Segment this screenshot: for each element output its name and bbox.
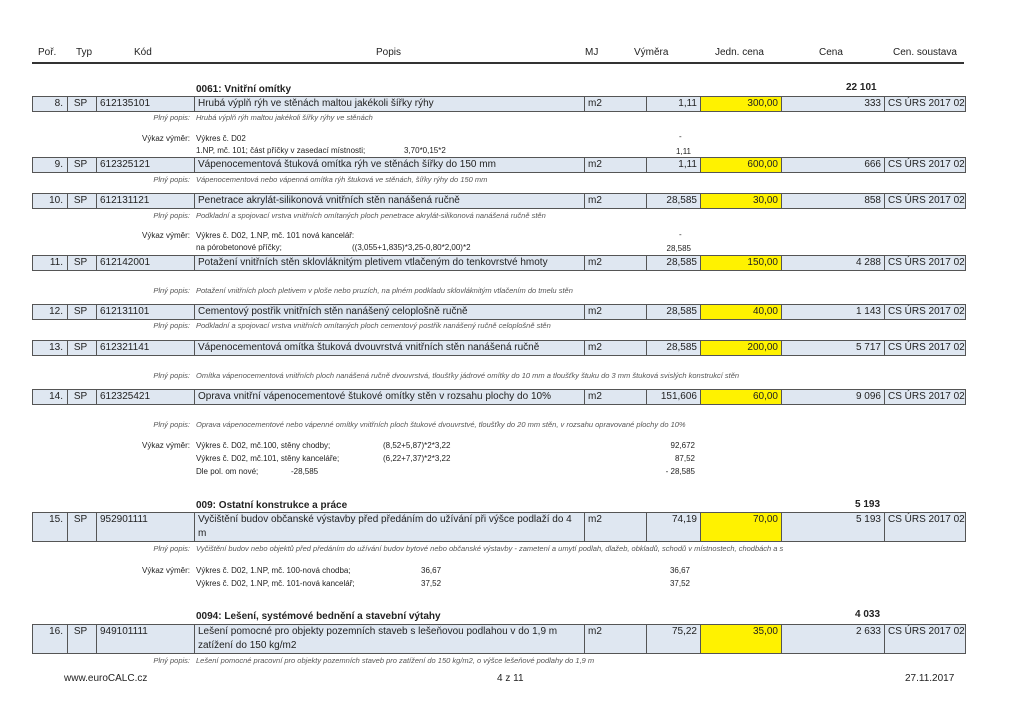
item-number: 12.: [49, 306, 63, 317]
measurement-line: 1.NP, mč. 101; část příčky v zasedací místnosti;: [196, 146, 366, 155]
section-title: 0094: Lešení, systémové bednění a stavební výtahy: [196, 611, 441, 622]
item-type: SP: [67, 513, 93, 541]
measurement-value: 37,52: [669, 579, 690, 588]
full-description: Vyčištění budov nebo objektů před předáním do užívání budov bytové nebo občanské výstavby - zametení a umytí podlah, dlažeb, obkladů, schodů v místnostech, chodbách a s: [196, 544, 784, 553]
item-code: 612135101: [96, 97, 194, 111]
item-price: 5 193: [781, 513, 885, 541]
item-description-line: Vyčištění budov občanské výstavby před předáním do užívání při výšce podlaží do 4: [198, 514, 572, 525]
item-price-system: CS ÚRS 2017 02: [884, 194, 965, 208]
item-price: 333: [781, 97, 885, 111]
measurement-formula: (6,22+7,37)*2*3,22: [383, 454, 451, 463]
item-unit: m2: [584, 513, 646, 541]
item-description: Oprava vnitřní vápenocementové štukové omítky stěn v rozsahu plochy do 10%: [194, 390, 588, 404]
section-title: 009: Ostatní konstrukce a práce: [196, 500, 348, 511]
item-code: 612131101: [96, 305, 194, 319]
item-price-system: CS ÚRS 2017 02: [884, 305, 965, 319]
item-price-system: CS ÚRS 2017 02: [884, 625, 965, 653]
measurement-value: 1,11: [676, 147, 691, 156]
item-number: 15.: [49, 514, 63, 525]
col-header-cen-soustava: Cen. soustava: [893, 47, 957, 58]
table-row: [32, 255, 966, 271]
item-code: 952901111: [96, 513, 194, 541]
measurement-formula: -28,585: [291, 467, 319, 476]
item-price-system: CS ÚRS 2017 02: [884, 513, 965, 541]
full-description-label: Plný popis:: [153, 420, 190, 429]
measurement-line: Výkres č. D02, mč.100, stěny chodby;: [196, 441, 331, 450]
item-unit-price: 35,00: [700, 625, 782, 653]
measurement-dash: -: [679, 132, 682, 141]
item-unit: m2: [584, 341, 646, 355]
table-row: [32, 512, 966, 542]
item-type: SP: [67, 256, 93, 270]
measurement-value: 92,672: [670, 441, 695, 450]
measurement-formula: ((3,055+1,835)*3,25-0,80*2,00)*2: [352, 243, 471, 252]
footer-page-number: 4 z 11: [497, 673, 524, 684]
item-number: 13.: [49, 342, 63, 353]
item-description: Cementový postřik vnitřních stěn nanášený celoplošně ručně: [194, 305, 588, 319]
item-code: 612131121: [96, 194, 194, 208]
measurement-line: Dle pol. om nové;: [196, 467, 259, 476]
col-header-mj: MJ: [585, 47, 599, 58]
measurement-value: 87,52: [674, 454, 695, 463]
item-price: 1 143: [781, 305, 885, 319]
col-header-typ: Typ: [76, 47, 93, 58]
item-price-system: CS ÚRS 2017 02: [884, 341, 965, 355]
item-code: 949101111: [96, 625, 194, 653]
measurement-label: Výkaz výměr:: [141, 134, 190, 143]
full-description-label: Plný popis:: [153, 211, 190, 220]
item-unit-price: 300,00: [700, 97, 782, 111]
measurement-line: Výkres č. D02, mč.101, stěny kanceláře;: [196, 454, 340, 463]
item-description: Vápenocementová štuková omítka rýh ve stěnách šířky do 150 mm: [194, 158, 588, 172]
item-unit-price: 150,00: [700, 256, 782, 270]
item-quantity: 28,585: [646, 194, 701, 208]
measurement-formula: (8,52+5,87)*2*3,22: [383, 441, 451, 450]
item-price: 2 633: [781, 625, 885, 653]
table-row: [32, 389, 966, 405]
item-quantity: 1,11: [646, 158, 701, 172]
item-description: Vápenocementová omítka štuková dvouvrstvá vnitřních stěn nanášená ručně: [194, 341, 588, 355]
item-price: 4 288: [781, 256, 885, 270]
item-price: 5 717: [781, 341, 885, 355]
col-header-cena: Cena: [819, 47, 843, 58]
item-type: SP: [67, 625, 93, 653]
measurement-label: Výkaz výměr:: [141, 231, 190, 240]
col-header-por: Poř.: [38, 47, 57, 58]
item-number: 16.: [49, 626, 63, 637]
measurement-value: - 28,585: [665, 467, 695, 476]
table-row: [32, 96, 966, 112]
item-number: 10.: [49, 195, 63, 206]
measurement-value: 28,585: [666, 244, 691, 253]
item-unit: m2: [584, 158, 646, 172]
full-description: Oprava vápenocementové nebo vápenné omítky vnitřních ploch štukové dvouvrstvé, tloušťky do 20 mm stěn, v rozsahu opravované plochy do 10%: [196, 420, 686, 429]
item-unit-price: 40,00: [700, 305, 782, 319]
item-description: [194, 513, 588, 541]
full-description-label: Plný popis:: [153, 113, 190, 122]
full-description-label: Plný popis:: [153, 656, 190, 665]
item-price: 666: [781, 158, 885, 172]
item-type: SP: [67, 97, 93, 111]
item-price: 858: [781, 194, 885, 208]
item-code: 612325121: [96, 158, 194, 172]
item-unit-price: 70,00: [700, 513, 782, 541]
item-description-line: Lešení pomocné pro objekty pozemních staveb s lešeňovou podlahou v do 1,9 m: [198, 626, 558, 637]
item-unit-price: 30,00: [700, 194, 782, 208]
header-rule: [32, 62, 964, 64]
section-total: 22 101: [846, 82, 877, 93]
full-description: Podkladní a spojovací vrstva vnitřních omítaných ploch cementový postřik nanášený ručně celoplošně stěn: [196, 321, 551, 330]
measurement-line: Výkres č. D02: [196, 134, 246, 143]
item-unit: m2: [584, 256, 646, 270]
item-type: SP: [67, 305, 93, 319]
measurement-line: Výkres č. D02, 1.NP, mč. 101 nová kancelář:: [196, 231, 355, 240]
full-description: Vápenocementová nebo vápenná omítka rýh štuková ve stěnách, šířky rýhy do 150 mm: [196, 175, 488, 184]
item-price-system: CS ÚRS 2017 02: [884, 97, 965, 111]
footer-date: 27.11.2017: [905, 673, 955, 684]
full-description-label: Plný popis:: [153, 371, 190, 380]
item-unit-price: 60,00: [700, 390, 782, 404]
measurement-label: Výkaz výměr:: [141, 566, 190, 575]
item-number: 9.: [54, 159, 63, 170]
item-price-system: CS ÚRS 2017 02: [884, 256, 965, 270]
item-quantity: 28,585: [646, 341, 701, 355]
item-unit: m2: [584, 194, 646, 208]
table-row: [32, 340, 966, 356]
section-total: 5 193: [855, 499, 881, 510]
full-description: Hrubá výplň rýh maltou jakékoli šířky rýhy ve stěnách: [196, 113, 373, 122]
item-number: 8.: [54, 98, 63, 109]
measurement-value: 36,67: [669, 566, 690, 575]
section-title: 0061: Vnitřní omítky: [196, 84, 292, 95]
col-header-kod: Kód: [134, 47, 152, 58]
item-unit-price: 600,00: [700, 158, 782, 172]
item-description: [194, 625, 588, 653]
col-header-vymera: Výměra: [634, 47, 669, 58]
item-price-system: CS ÚRS 2017 02: [884, 158, 965, 172]
item-quantity: 28,585: [646, 305, 701, 319]
full-description-label: Plný popis:: [153, 321, 190, 330]
item-description-line: zatížení do 150 kg/m2: [198, 640, 297, 651]
item-quantity: 28,585: [646, 256, 701, 270]
item-type: SP: [67, 390, 93, 404]
item-type: SP: [67, 194, 93, 208]
full-description-label: Plný popis:: [153, 175, 190, 184]
table-row: [32, 624, 966, 654]
item-unit-price: 200,00: [700, 341, 782, 355]
item-type: SP: [67, 158, 93, 172]
table-row: [32, 193, 966, 209]
measurement-formula: 3,70*0,15*2: [404, 146, 446, 155]
item-description: Hrubá výplň rýh ve stěnách maltou jakékoli šířky rýhy: [194, 97, 588, 111]
col-header-popis: Popis: [376, 47, 402, 58]
item-quantity: 75,22: [646, 625, 701, 653]
table-row: [32, 157, 966, 173]
full-description: Lešení pomocné pracovní pro objekty pozemních staveb pro zatížení do 150 kg/m2, o výšce lešeňové podlahy do 1,9 m: [196, 656, 595, 665]
item-unit: m2: [584, 390, 646, 404]
full-description: Potažení vnitřních ploch pletivem v ploše nebo pruzích, na plném podkladu sklovláknitým vtlačením do tmelu stěn: [196, 286, 573, 295]
item-quantity: 151,606: [646, 390, 701, 404]
col-header-jedn-cena: Jedn. cena: [715, 47, 764, 58]
item-description: Potažení vnitřních stěn sklovláknitým pletivem vtlačeným do tenkovrstvé hmoty: [194, 256, 588, 270]
measurement-line: na pórobetonové příčky;: [196, 243, 282, 252]
item-code: 612142001: [96, 256, 194, 270]
item-unit: m2: [584, 625, 646, 653]
item-unit: m2: [584, 97, 646, 111]
measurement-line: Výkres č. D02, 1.NP, mč. 101-nová kancelář;: [196, 579, 355, 588]
item-description-line: m: [198, 528, 207, 539]
measurement-label: Výkaz výměr:: [141, 441, 190, 450]
full-description: Podkladní a spojovací vrstva vnitřních omítaných ploch penetrace akrylát-silikonová nanášená ručně stěn: [196, 211, 546, 220]
table-row: [32, 304, 966, 320]
full-description-label: Plný popis:: [153, 544, 190, 553]
measurement-line: Výkres č. D02, 1.NP, mč. 100-nová chodba;: [196, 566, 351, 575]
full-description-label: Plný popis:: [153, 286, 190, 295]
item-quantity: 1,11: [646, 97, 701, 111]
item-unit: m2: [584, 305, 646, 319]
item-code: 612325421: [96, 390, 194, 404]
item-quantity: 74,19: [646, 513, 701, 541]
item-type: SP: [67, 341, 93, 355]
measurement-formula: 37,52: [421, 579, 442, 588]
item-price: 9 096: [781, 390, 885, 404]
measurement-formula: 36,67: [421, 566, 442, 575]
item-number: 14.: [49, 391, 63, 402]
measurement-dash: -: [679, 230, 682, 239]
section-total: 4 033: [855, 609, 881, 620]
item-number: 11.: [49, 257, 63, 268]
footer-website: www.euroCALC.cz: [64, 673, 148, 684]
full-description: Omítka vápenocementová vnitřních ploch nanášená ručně dvouvrstvá, tloušťky jádrové omítky do 10 mm a tloušťky štuku do 3 mm štuková svislých konstrukcí stěn: [196, 371, 740, 380]
item-code: 612321141: [96, 341, 194, 355]
item-description: Penetrace akrylát-silikonová vnitřních stěn nanášená ručně: [194, 194, 588, 208]
item-price-system: CS ÚRS 2017 02: [884, 390, 965, 404]
